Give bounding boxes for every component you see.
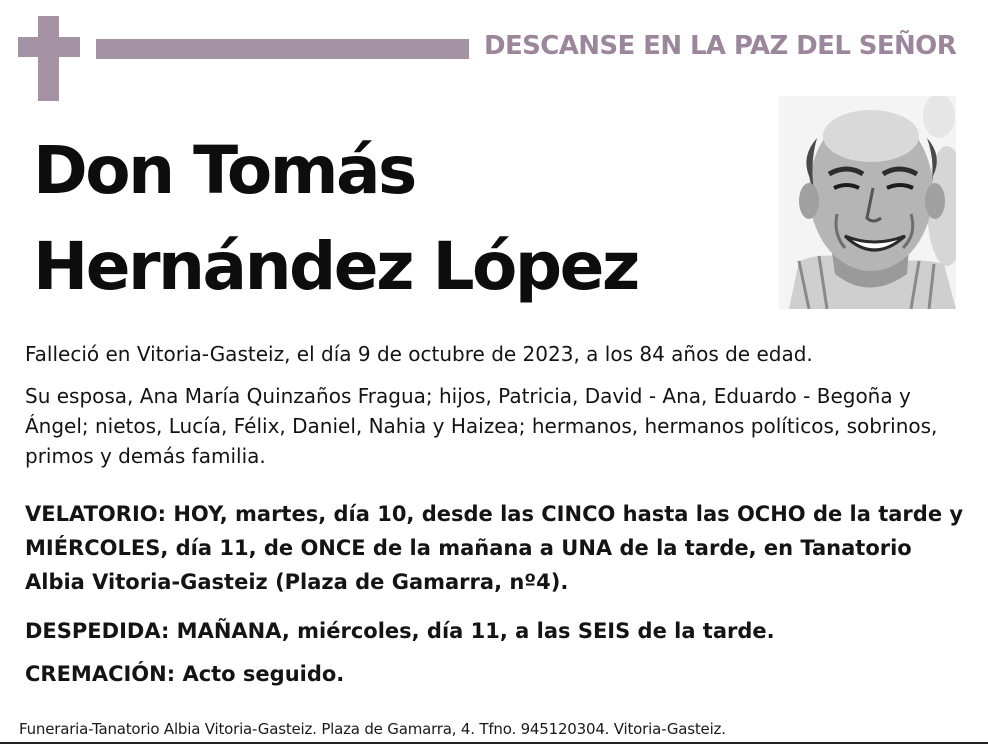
- portrait-photo: [779, 96, 956, 309]
- footer-rule: [0, 742, 988, 744]
- death-notice: Falleció en Vitoria-Gasteiz, el día 9 de octubre de 2023, a los 84 años de edad.: [25, 342, 813, 366]
- cremacion-details: CREMACIÓN: Acto seguido.: [25, 662, 345, 686]
- header-divider-bar: [96, 39, 469, 59]
- family-list: Su esposa, Ana María Quinzaños Fragua; hijos, Patricia, David - Ana, Eduardo - Begoña y Ángel; nietos, Lucía, Félix, Daniel, Nahia y Haizea; hermanos, hermanos políticos, sobrinos, primos y demás familia.: [25, 384, 938, 468]
- cross-icon-vertical: [38, 16, 59, 101]
- funeral-home-footer: Funeraria-Tanatorio Albia Vitoria-Gasteiz. Plaza de Gamarra, 4. Tfno. 945120304. Vitoria-Gasteiz.: [19, 720, 726, 738]
- header-motto: DESCANSE EN LA PAZ DEL SEÑOR: [484, 31, 957, 61]
- cross-icon-horizontal: [18, 37, 80, 57]
- velatorio-details: VELATORIO: HOY, martes, día 10, desde las CINCO hasta las OCHO de la tarde y MIÉRCOLES, día 11, de ONCE de la mañana a UNA de la tarde, en Tanatorio Albia Vitoria-Gasteiz (Plaza de Gamarra, nº4).: [25, 502, 964, 594]
- deceased-name-line2: Hernández López: [33, 228, 638, 305]
- despedida-details: DESPEDIDA: MAÑANA, miércoles, día 11, a las SEIS de la tarde.: [25, 619, 775, 643]
- deceased-name-line1: Don Tomás: [33, 132, 415, 209]
